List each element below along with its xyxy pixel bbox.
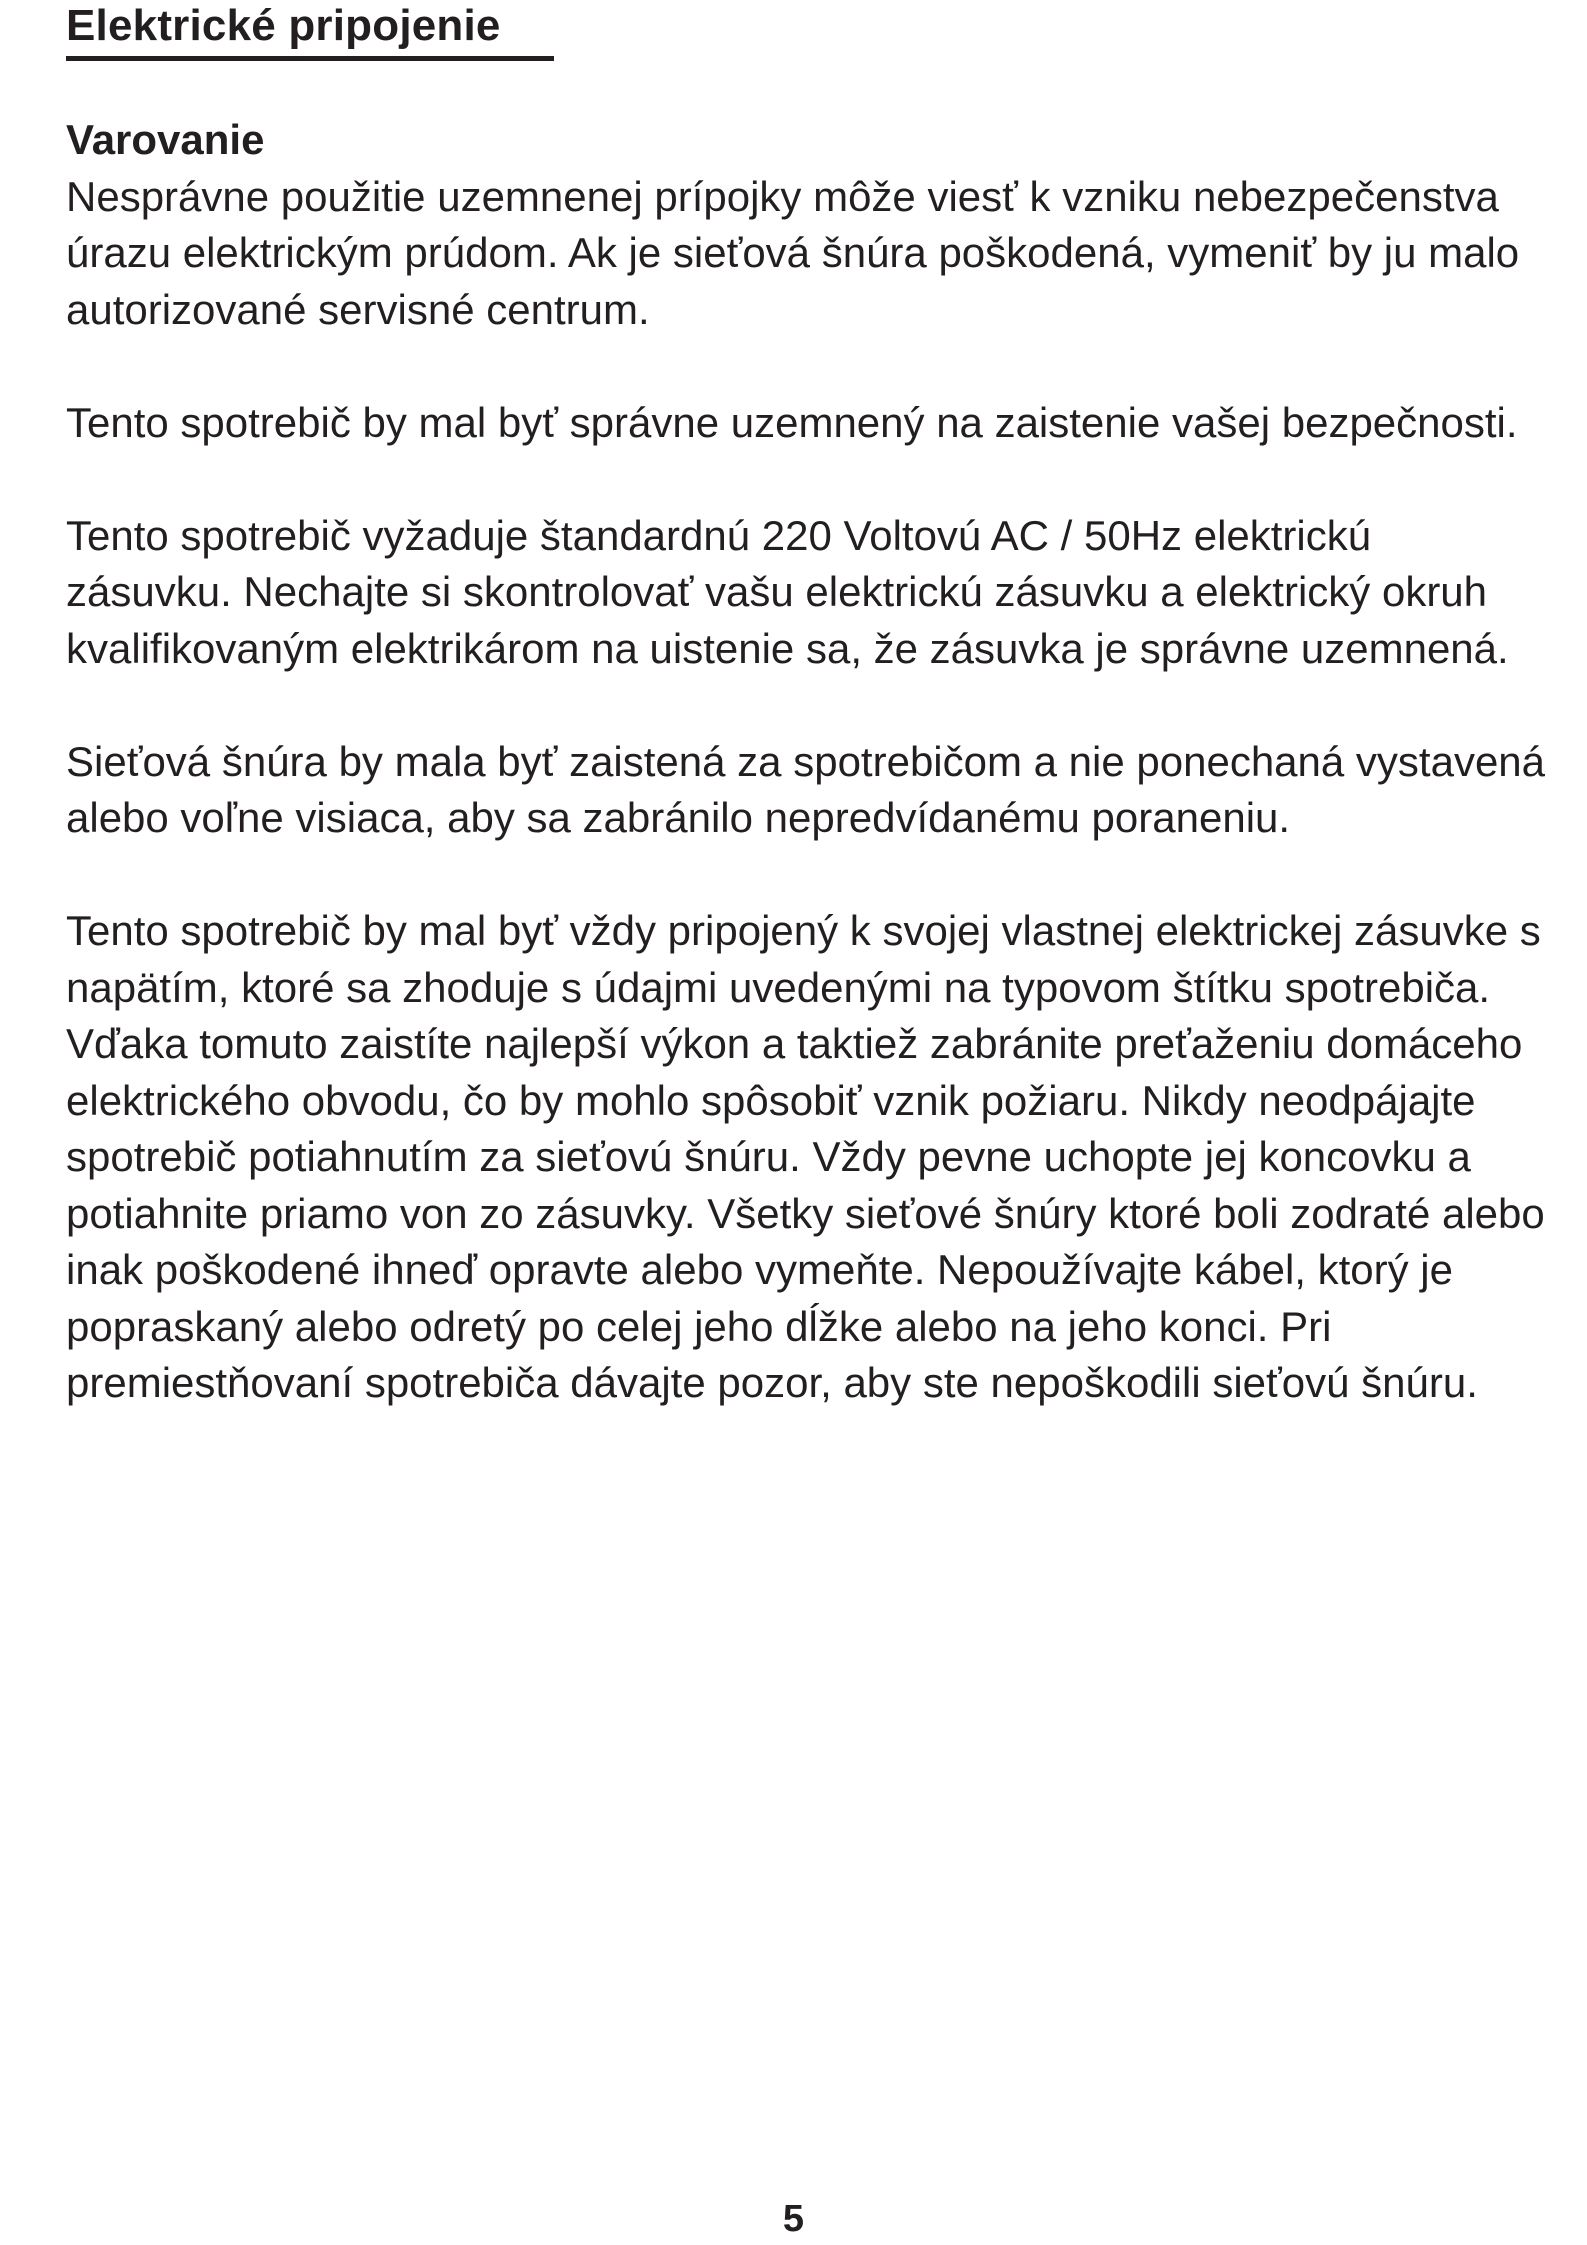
warning-heading: Varovanie (66, 116, 265, 163)
page-number: 5 (782, 2198, 805, 2240)
paragraph-grounding: Tento spotrebič by mal byť správne uzemnený na zaistenie vašej bezpečnosti. (66, 398, 1518, 446)
section-title: Elektrické pripojenie (66, 1, 501, 50)
title-underline (66, 56, 554, 61)
paragraph-dedicated-outlet: Tento spotrebič by mal byť vždy pripojený k svojej vlastnej elektrickej zásuvke s napätím, ktoré sa zhoduje s údajmi uvedenými na typovom štítku spotrebiča. Vďaka tomuto zaistíte najlepší výkon a taktiež zabránite preťaženiu domáceho elektrického obvodu, čo by mohlo spôsobiť vznik požiaru. Nikdy neodpájajte spotrebič potiahnutím za sieťovú šnúru. Vždy pevne uchopte jej koncovku a potiahnite priamo von zo zásuvky. Všetky sieťové šnúry ktoré boli zodraté alebo inak poškodené ihneď opravte alebo vymeňte. Nepoužívajte kábel, ktorý je popraskaný alebo odretý po celej jeho dĺžke alebo na jeho konci. Pri premiestňovaní spotrebiča dávajte pozor, aby ste nepoškodili sieťovú šnúru. (66, 907, 1545, 1406)
document-body (66, 112, 1546, 1468)
paragraph-cord-placement: Sieťová šnúra by mala byť zaistená za spotrebičom a nie ponechaná vystavená alebo voľne visiaca, aby sa zabránilo nepredvídanému poraneniu. (66, 737, 1546, 841)
paragraph-warning-text: Nesprávne použitie uzemnenej prípojky môže viesť k vzniku nebezpečenstva úrazu elektrickým prúdom. Ak je sieťová šnúra poškodená, vymeniť by ju malo autorizované servisné centrum. (66, 172, 1520, 333)
paragraph-outlet-requirements: Tento spotrebič vyžaduje štandardnú 220 Voltovú AC / 50Hz elektrickú zásuvku. Nechajte si skontrolovať vašu elektrickú zásuvku a elektrický okruh kvalifikovaným elektrikárom na uistenie sa, že zásuvka je správne uzemnená. (66, 511, 1509, 672)
